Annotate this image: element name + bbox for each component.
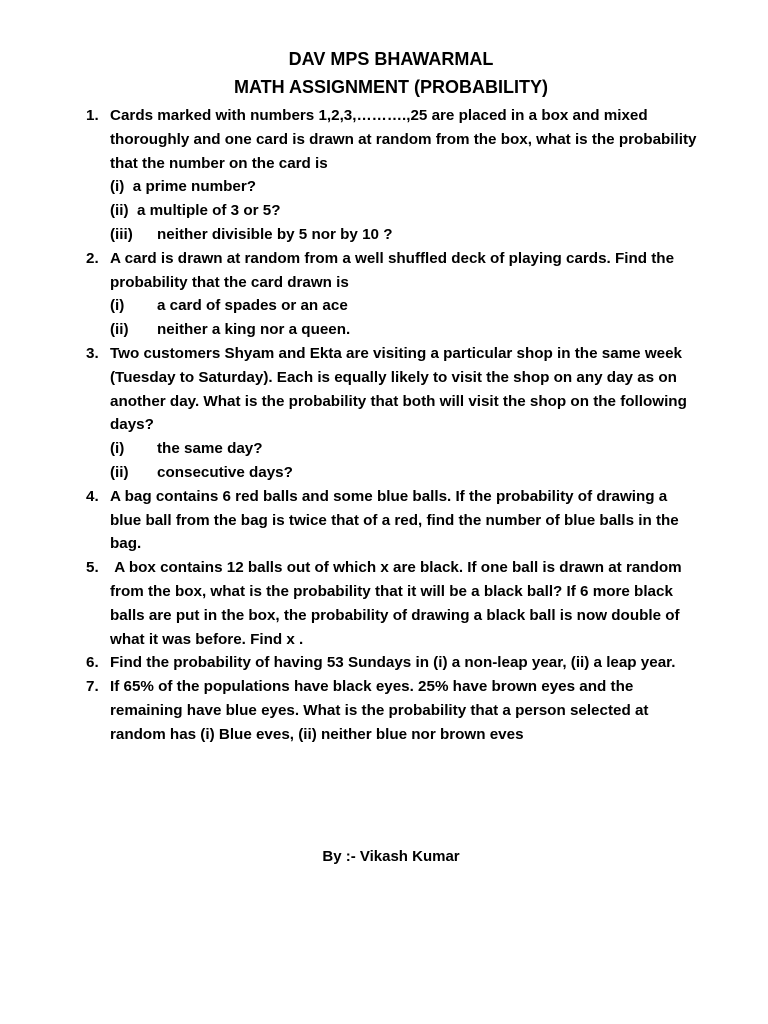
question-part <box>110 461 698 485</box>
question-number: 1. <box>86 107 99 124</box>
question-number: 2. <box>86 249 99 267</box>
question-part <box>110 223 698 247</box>
part-number: (ii) <box>110 321 129 339</box>
school-name: DAV MPS BHAWARMAL <box>288 49 494 69</box>
part-text: consecutive days? <box>157 463 293 481</box>
part-text: a prime number? <box>132 178 257 196</box>
question-text: If 65% of the populations have black eyes. 25% have brown eyes and the remaining have blue eyes. What is the probability that a person selected at random has (i) Blue eves, (ii) neither blue nor brown eves <box>110 678 649 743</box>
question-text: Find the probability of having 53 Sundays in (i) a non-leap year, (ii) a leap year. <box>110 654 676 672</box>
question-text <box>110 556 698 651</box>
question-7 <box>86 675 698 746</box>
author-credit: By :- Vikash Kumar <box>322 848 460 865</box>
question-3 <box>86 342 698 485</box>
question-text: A card is drawn at random from a well shuffled deck of playing cards. Find the probability that the card drawn is <box>110 249 675 291</box>
question-2 <box>86 247 698 342</box>
part-text: neither a king nor a queen. <box>157 321 351 339</box>
question-text: A bag contains 6 red balls and some blue balls. If the probability of drawing a blue ball from the bag is twice that of a red, find the number of blue balls in the bag. <box>110 487 679 553</box>
part-number: (ii) <box>110 202 129 220</box>
question-text-body: A box contains 12 balls out of which x are black. If one ball is drawn at random from the box, what is the probability that it will be a black ball? If 6 more black balls are put in the box, the probability of drawing a black ball is now double of what it was before. Find x . <box>110 559 682 648</box>
question-5 <box>86 556 698 651</box>
question-text: Two customers Shyam and Ekta are visiting a particular shop in the same week (Tuesday to Saturday). Each is equally likely to visit the shop on any day as on another day. What is the probability that both will visit the shop on the following days? <box>110 344 687 434</box>
part-number: (i) <box>110 178 125 196</box>
assignment-title: MATH ASSIGNMENT (PROBABILITY) <box>234 77 548 97</box>
question-number: 7. <box>86 678 99 696</box>
question-number: 5. <box>86 559 99 577</box>
part-text: neither divisible by 5 nor by 10 ? <box>157 225 393 243</box>
part-text: a multiple of 3 or 5? <box>137 202 281 220</box>
question-6 <box>86 651 698 675</box>
question-1 <box>86 104 698 247</box>
question-part <box>110 318 698 342</box>
question-number: 4. <box>86 487 99 505</box>
part-number: (i) <box>110 297 125 315</box>
part-number: (i) <box>110 440 125 458</box>
question-part <box>110 437 698 461</box>
question-4 <box>86 485 698 556</box>
question-list <box>86 104 698 747</box>
document-header <box>0 45 768 101</box>
question-text: Cards marked with numbers 1,2,3,……….,25 are placed in a box and mixed thoroughly and one card is drawn at random from the box, what is the probability that the number on the card is <box>110 107 697 172</box>
question-part <box>110 175 698 199</box>
part-number: (iii) <box>110 225 133 243</box>
question-part <box>110 199 698 223</box>
part-number: (ii) <box>110 463 129 481</box>
question-part <box>110 294 698 318</box>
question-number: 6. <box>86 654 99 672</box>
part-text: the same day? <box>157 440 263 458</box>
question-number: 3. <box>86 344 99 362</box>
part-text: a card of spades or an ace <box>157 297 348 315</box>
